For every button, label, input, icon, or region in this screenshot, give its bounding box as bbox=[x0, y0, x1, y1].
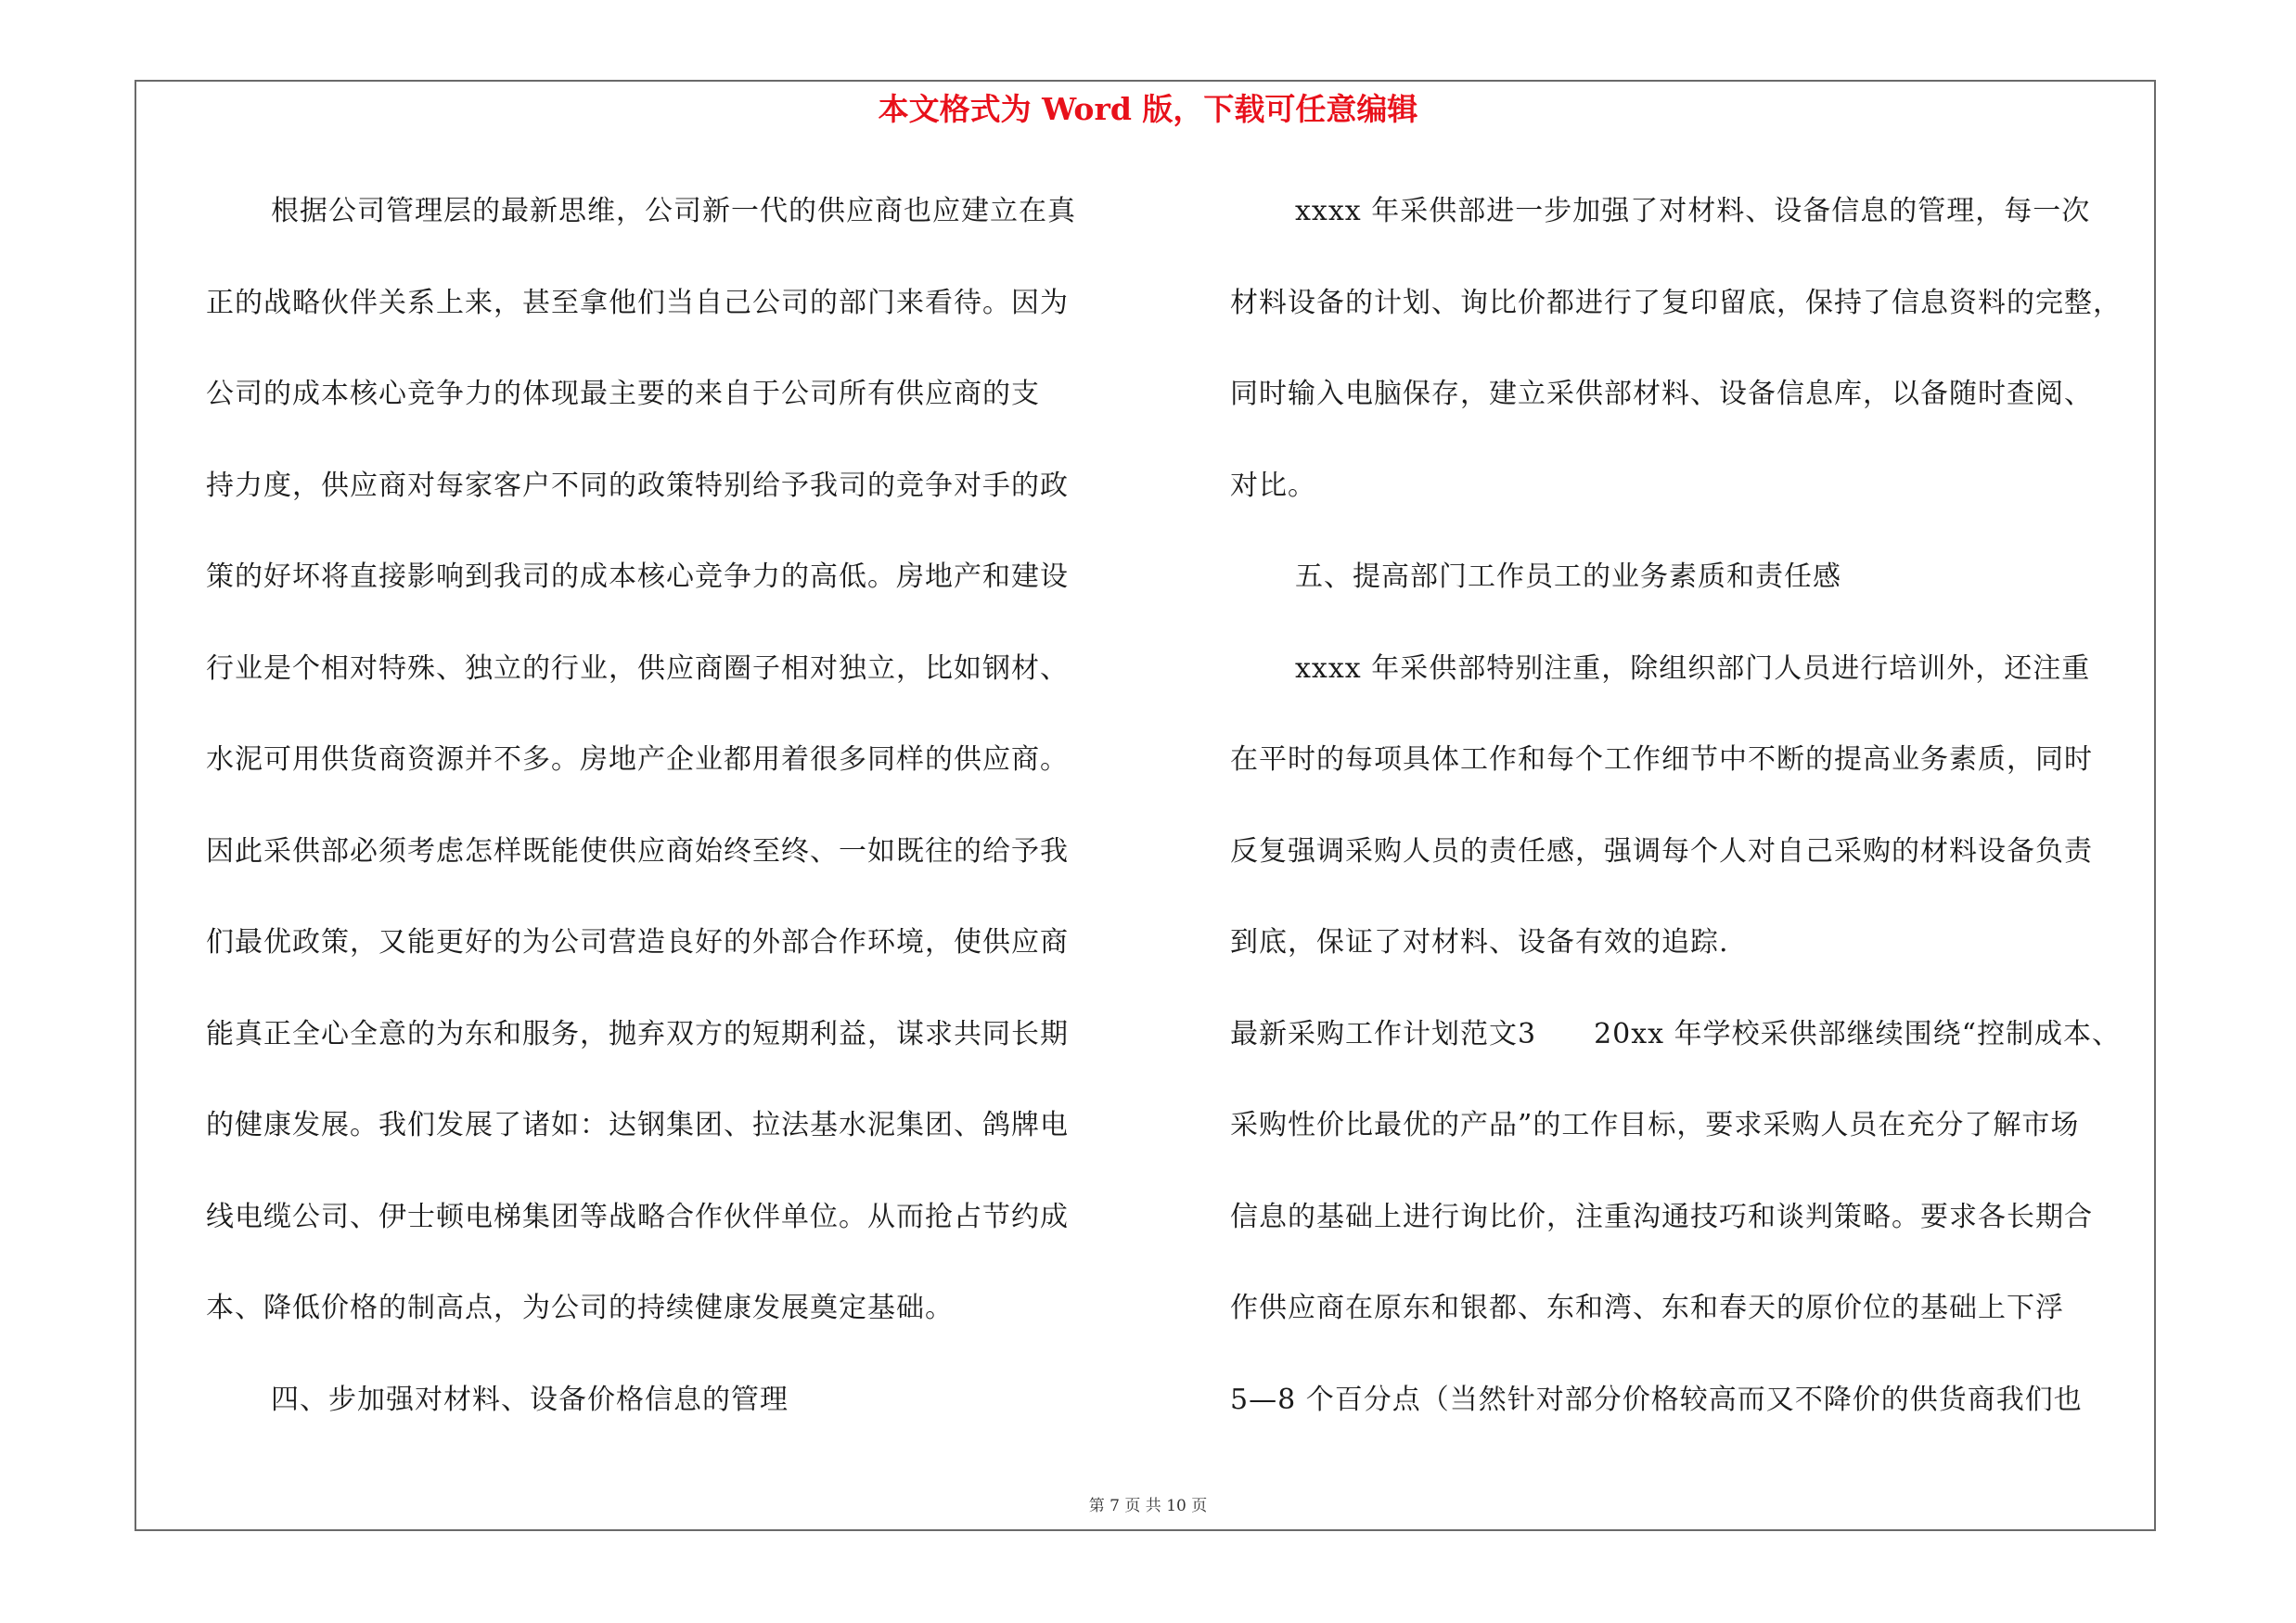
section-heading: 五、提高部门工作员工的业务素质和责任感 bbox=[1295, 560, 1841, 593]
paragraph-line: 5—8 个百分点（当然针对部分价格较高而又不降价的供货商我们也 bbox=[1230, 1383, 2083, 1416]
paragraph-line: 最新采购工作计划范文3 20xx 年学校采供部继续围绕“控制成本、 bbox=[1230, 1017, 2121, 1050]
paragraph-line: 到底，保证了对材料、设备有效的追踪. bbox=[1230, 926, 1729, 959]
paragraph-line: 本、降低价格的制高点，为公司的持续健康发展奠定基础。 bbox=[206, 1292, 954, 1324]
word-format-banner: 本文格式为 Word 版，下载可任意编辑 bbox=[878, 91, 1418, 127]
paragraph-line: 对比。 bbox=[1230, 469, 1316, 502]
paragraph-line: 的健康发展。我们发展了诸如：达钢集团、拉法基水泥集团、鸽牌电 bbox=[206, 1109, 1069, 1141]
paragraph-line: xxxx 年采供部进一步加强了对材料、设备信息的管理，每一次 bbox=[1295, 195, 2091, 227]
paragraph-line: 公司的成本核心竞争力的体现最主要的来自于公司所有供应商的支 bbox=[206, 378, 1040, 410]
paragraph-line: xxxx 年采供部特别注重，除组织部门人员进行培训外，还注重 bbox=[1295, 651, 2091, 685]
paragraph-line: 因此采供部必须考虑怎样既能使供应商始终至终、一如既往的给予我 bbox=[206, 834, 1069, 868]
paragraph-line: 采购性价比最优的产品”的工作目标，要求采购人员在充分了解市场 bbox=[1230, 1109, 2080, 1141]
paragraph-line: 同时输入电脑保存，建立采供部材料、设备信息库，以备随时查阅、 bbox=[1230, 378, 2093, 410]
left-column bbox=[206, 179, 1152, 1459]
paragraph-line: 在平时的每项具体工作和每个工作细节中不断的提高业务素质，同时 bbox=[1230, 743, 2093, 776]
paragraph-line: 作供应商在原东和银都、东和湾、东和春天的原价位的基础上下浮 bbox=[1230, 1292, 2064, 1324]
paragraph-line: 根据公司管理层的最新思维，公司新一代的供应商也应建立在真 bbox=[271, 195, 1076, 227]
page-number: 第 7 页 共 10 页 bbox=[1088, 1497, 1208, 1515]
paragraph-line: 材料设备的计划、询比价都进行了复印留底，保持了信息资料的完整， bbox=[1230, 286, 2122, 319]
paragraph-line: 行业是个相对特殊、独立的行业，供应商圈子相对独立，比如钢材、 bbox=[206, 651, 1069, 685]
paragraph-line: 信息的基础上进行询比价，注重沟通技巧和谈判策略。要求各长期合 bbox=[1230, 1200, 2093, 1233]
paragraph-line: 线电缆公司、伊士顿电梯集团等战略合作伙伴单位。从而抢占节约成 bbox=[206, 1200, 1069, 1233]
section-heading: 四、步加强对材料、设备价格信息的管理 bbox=[271, 1383, 789, 1416]
paragraph-line: 们最优政策，又能更好的为公司营造良好的外部合作环境，使供应商 bbox=[206, 926, 1069, 959]
paragraph-line: 正的战略伙伴关系上来，甚至拿他们当自己公司的部门来看待。因为 bbox=[206, 286, 1069, 319]
paragraph-line: 策的好坏将直接影响到我司的成本核心竞争力的高低。房地产和建设 bbox=[206, 560, 1069, 593]
paragraph-line: 反复强调采购人员的责任感，强调每个人对自己采购的材料设备负责 bbox=[1230, 834, 2093, 868]
paragraph-line: 能真正全心全意的为东和服务，抛弃双方的短期利益，谋求共同长期 bbox=[206, 1017, 1069, 1050]
paragraph-line: 持力度，供应商对每家客户不同的政策特别给予我司的竞争对手的政 bbox=[206, 469, 1069, 502]
right-column bbox=[1230, 179, 2167, 1459]
paragraph-line: 水泥可用供货商资源并不多。房地产企业都用着很多同样的供应商。 bbox=[206, 743, 1069, 776]
